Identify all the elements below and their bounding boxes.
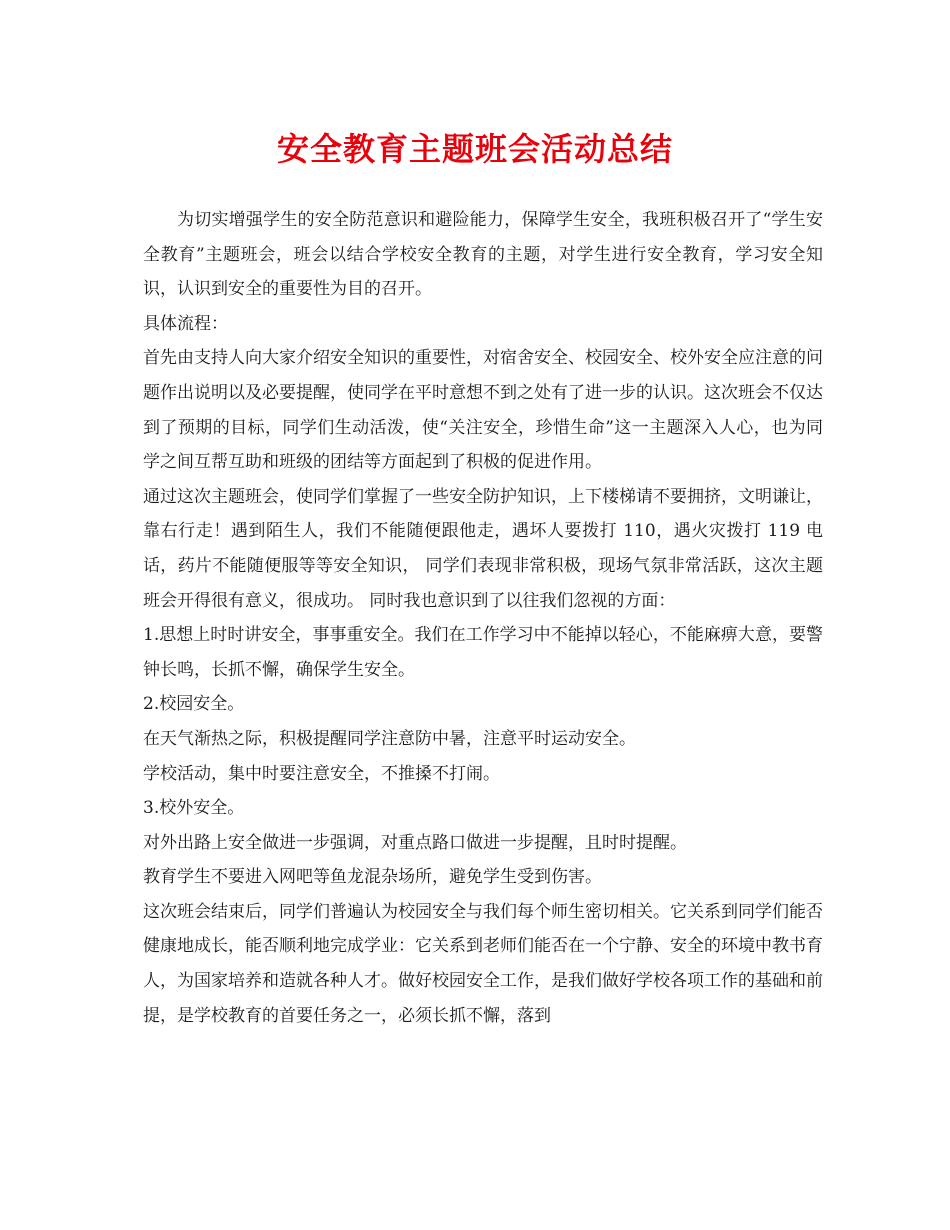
offcampus-safety-line-2: 教育学生不要进入网吧等鱼龙混杂场所，避免学生受到伤害。 [143, 867, 602, 888]
result-paragraph: 通过这次主题班会，使同学们掌握了一些安全防护知识，上下楼梯请不要拥挤，文明谦让，靠右行走！遇到陌生人，我们不能随便跟他走，遇坏人要拨打 110，遇火灾拨打 119 电话，药片不能随便服等等安全知识， 同学们表现非常积极，现场气氛非常活跃，这次主题班会开得很有意义，很成功。 同时我也意识到了以往我们忽视的方面： [143, 486, 823, 611]
campus-safety-line-2: 学校活动，集中时要注意安全，不推搡不打闹。 [143, 763, 500, 784]
process-paragraph: 首先由支持人向大家介绍安全知识的重要性，对宿舍安全、校园安全、校外安全应注意的问题作出说明以及必要提醒，使同学在平时意想不到之处有了进一步的认识。这次班会不仅达到了预期的目标，同学们生动活泼，使“关注安全，珍惜生命”这一主题深入人心，也为同学之间互帮互助和班级的团结等方面起到了积极的促进作用。 [143, 348, 823, 473]
offcampus-safety-line-1: 对外出路上安全做进一步强调，对重点路口做进一步提醒，且时时提醒。 [143, 832, 687, 853]
document-title: 安全教育主题班会活动总结 [276, 130, 673, 168]
document-body [143, 203, 823, 1033]
process-heading: 具体流程： [143, 313, 228, 334]
campus-safety-line-1: 在天气渐热之际，积极提醒同学注意防中暑，注意平时运动安全。 [143, 728, 636, 749]
intro-paragraph: 为切实增强学生的安全防范意识和避险能力，保障学生安全，我班积极召开了“学生安全教育”主题班会，班会以结合学校安全教育的主题，对学生进行安全教育，学习安全知识，认识到安全的重要性为目的召开。 [143, 210, 823, 300]
list-item-1: 1.思想上时时讲安全，事事重安全。我们在工作学习中不能掉以轻心，不能麻痹大意，要警钟长鸣，长抓不懈，确保学生安全。 [143, 625, 823, 680]
conclusion-paragraph: 这次班会结束后，同学们普遍认为校园安全与我们每个师生密切相关。它关系到同学们能否健康地成长，能否顺利地完成学业：它关系到老师们能否在一个宁静、安全的环境中教书育人，为国家培养和造就各种人才。做好校园安全工作，是我们做好学校各项工作的基础和前提，是学校教育的首要任务之一，必须长抓不懈，落到 [143, 901, 823, 1026]
list-item-2: 2.校园安全。 [143, 694, 245, 715]
list-item-3: 3.校外安全。 [143, 798, 245, 819]
